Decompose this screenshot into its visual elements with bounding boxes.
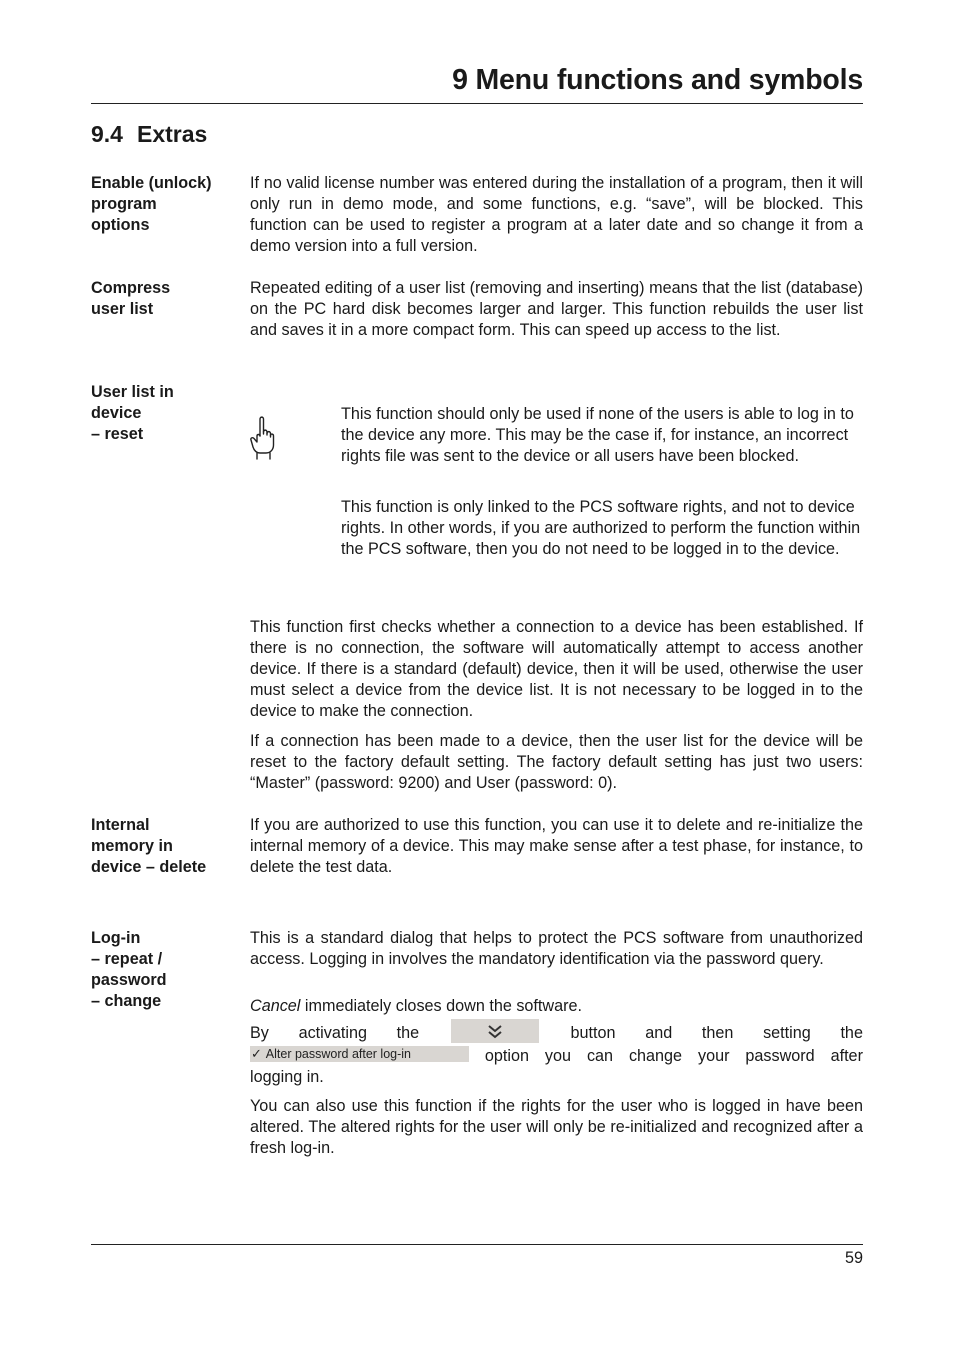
entry-text-login-3: [250, 1021, 863, 1088]
label-line: password: [91, 970, 167, 989]
word: and: [645, 1023, 673, 1042]
entry-text-login-1: This is a standard dialog that helps to protect the PCS software from unauthorized access. Logging in involves the mandatory identification via the password query.: [250, 929, 863, 968]
alter-password-checkbox: [250, 1046, 469, 1062]
word: button: [570, 1023, 616, 1042]
pointing-hand-icon: [248, 414, 276, 460]
label-line: memory in: [91, 836, 173, 855]
word: your: [697, 1047, 730, 1065]
entry-text-reset-1: This function first checks whether a connection to a device has been established. If there is no connection, the software will automatically attempt to access another device. If there is a standard (default) device, then it will be used, otherwise the user must select a device from the device list. It is not necessary to be logged in to the device to make the connection.: [250, 618, 863, 720]
label-line: – repeat /: [91, 949, 163, 968]
word: the: [396, 1023, 420, 1042]
section-title: Extras: [136, 121, 208, 147]
section-number: 9.4: [91, 121, 123, 147]
entry-text-memory: If you are authorized to use this function, you can use it to delete and re-initialize the internal memory of a device. This may make sense after a test phase, for instance, to delete the test data.: [250, 816, 863, 876]
label-line: Enable (unlock): [91, 174, 212, 192]
label-line: device: [91, 403, 142, 422]
word: can: [586, 1047, 614, 1065]
checkbox-label: Alter password after log-in: [265, 1047, 411, 1062]
entry-label-enable: [91, 173, 236, 236]
expand-options-button: [451, 1019, 539, 1043]
chapter-title: 9 Menu functions and symbols: [452, 64, 863, 96]
entry-text-compress: Repeated editing of a user list (removing and inserting) means that the list (database) on the PC hard disk becomes larger and larger. This function rebuilds the user list and saves it in a more compact form. This can speed up access to the list.: [250, 279, 863, 339]
double-chevron-down-icon: [485, 1024, 505, 1040]
word: option: [484, 1047, 530, 1065]
word: activating: [298, 1023, 367, 1042]
section-heading: [91, 121, 207, 148]
text-line: [250, 1021, 863, 1045]
entry-label-reset: [91, 382, 236, 445]
word: setting: [763, 1023, 811, 1042]
label-line: – reset: [91, 424, 144, 443]
entry-text-login-4: You can also use this function if the rights for the user who is logged in have been altered. The altered rights for the user will only be re-initialized and recognized after a fresh log-in.: [250, 1097, 863, 1157]
text-line: logging in.: [250, 1067, 324, 1086]
checkmark-icon: ✓: [251, 1046, 262, 1062]
entry-label-login: [91, 928, 236, 1012]
label-line: options: [91, 215, 150, 234]
word: you: [544, 1047, 572, 1065]
word: By: [250, 1023, 269, 1042]
entry-text-login-2: [250, 996, 863, 1017]
cancel-description: immediately closes down the software.: [300, 997, 582, 1015]
note-paragraph: This function is only linked to the PCS software rights, and not to device rights. In other words, if you are authorized to perform the function within the PCS software, then you do not need to be logged in to the device.: [341, 498, 861, 558]
word: change: [628, 1047, 683, 1065]
label-line: device – delete: [91, 857, 207, 876]
cancel-term: Cancel: [250, 997, 301, 1015]
word: the: [840, 1023, 863, 1042]
label-line: Compress: [91, 279, 171, 297]
label-line: – change: [91, 991, 162, 1010]
label-line: Internal: [91, 816, 150, 834]
word: after: [830, 1047, 863, 1065]
footer-rule: [91, 1244, 863, 1245]
entry-text-reset-2: If a connection has been made to a device, then the user list for the device will be reset to the factory default setting. The factory default setting has just two users: “Master” (password: 9200) and User (password: 0).: [250, 732, 863, 792]
label-line: Log-in: [91, 929, 141, 947]
entry-label-compress: [91, 278, 236, 320]
text-line: [250, 1046, 863, 1067]
label-line: User list in: [91, 383, 174, 401]
entry-text-enable: If no valid license number was entered during the installation of a program, then it will only run in demo mode, and some functions, e.g. “save”, will be blocked. This function can be used to register a program at a later date and so change it from a demo version into a full version.: [250, 174, 863, 255]
header-rule: [91, 103, 863, 104]
word: password: [745, 1047, 815, 1065]
entry-label-memory: [91, 815, 236, 878]
page-number: 59: [844, 1249, 863, 1267]
label-line: user list: [91, 299, 154, 318]
note-paragraph: This function should only be used if none of the users is able to log in to the device any more. This may be the case if, for instance, an incorrect rights file was sent to the device or all users have been blocked.: [341, 405, 854, 465]
label-line: program: [91, 194, 157, 213]
word: then: [701, 1023, 734, 1042]
